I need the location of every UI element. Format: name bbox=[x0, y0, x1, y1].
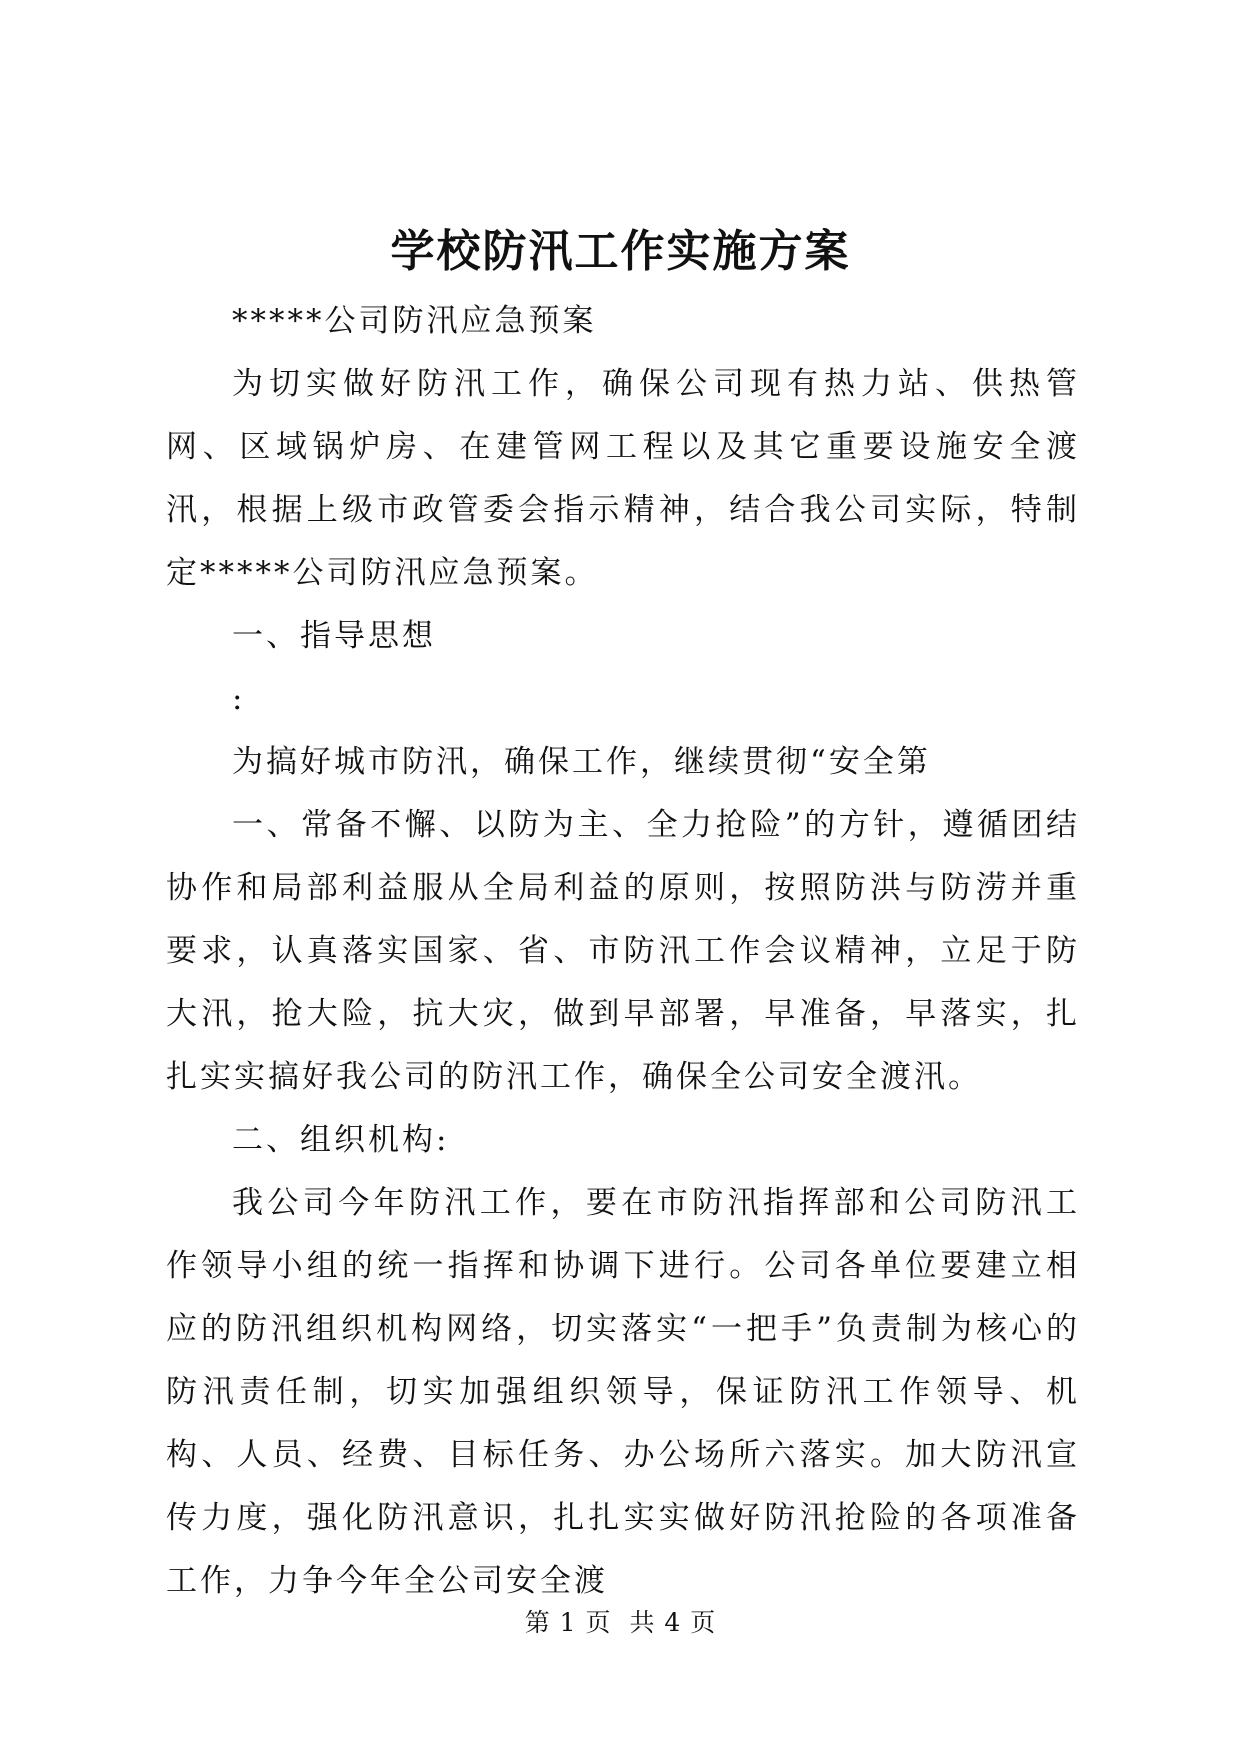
page-number: 第 1 页 bbox=[524, 1608, 612, 1637]
heading-guiding-ideology: 一、指导思想 bbox=[232, 618, 436, 654]
paragraph-ideology-body: 一、常备不懈、以防为主、全力抢险”的方针，遵循团结协作和局部利益服从全局利益的原则，按照防洪与防涝并重要求，认真落实国家、省、市防汛工作会议精神，立足于防大汛，抢大险，抗大灾，做到早部署，早准备，早落实，扎扎实实搞好我公司的防汛工作，确保全公司安全渡汛。 bbox=[166, 807, 1080, 1095]
page-total: 共 4 页 bbox=[629, 1608, 717, 1637]
document-body bbox=[166, 290, 1080, 1613]
paragraph-organization: 我公司今年防汛工作，要在市防汛指挥部和公司防汛工作领导小组的统一指挥和协调下进行。公司各单位要建立相应的防汛组织机构网络，切实落实“一把手”负责制为核心的防汛责任制，切实加强组织领导，保证防汛工作领导、机构、人员、经费、目标任务、办公场所六落实。加大防汛宣传力度，强化防汛意识，扎扎实实做好防汛抢险的各项准备工作，力争今年全公司安全渡 bbox=[166, 1185, 1080, 1599]
paragraph-purpose: 为切实做好防汛工作，确保公司现有热力站、供热管网、区域锅炉房、在建管网工程以及其它重要设施安全渡汛，根据上级市政管委会指示精神，结合我公司实际，特制定*****公司防汛应急预案。 bbox=[166, 366, 1080, 591]
paragraph-plan-name: *****公司防汛应急预案 bbox=[232, 303, 597, 339]
paragraph-colon: : bbox=[232, 681, 246, 717]
heading-organization: 二、组织机构: bbox=[232, 1122, 450, 1158]
document-title: 学校防汛工作实施方案 bbox=[390, 226, 851, 277]
page-footer bbox=[0, 1606, 1241, 1640]
paragraph-ideology-intro: 为搞好城市防汛，确保工作，继续贯彻“安全第 bbox=[232, 744, 931, 780]
